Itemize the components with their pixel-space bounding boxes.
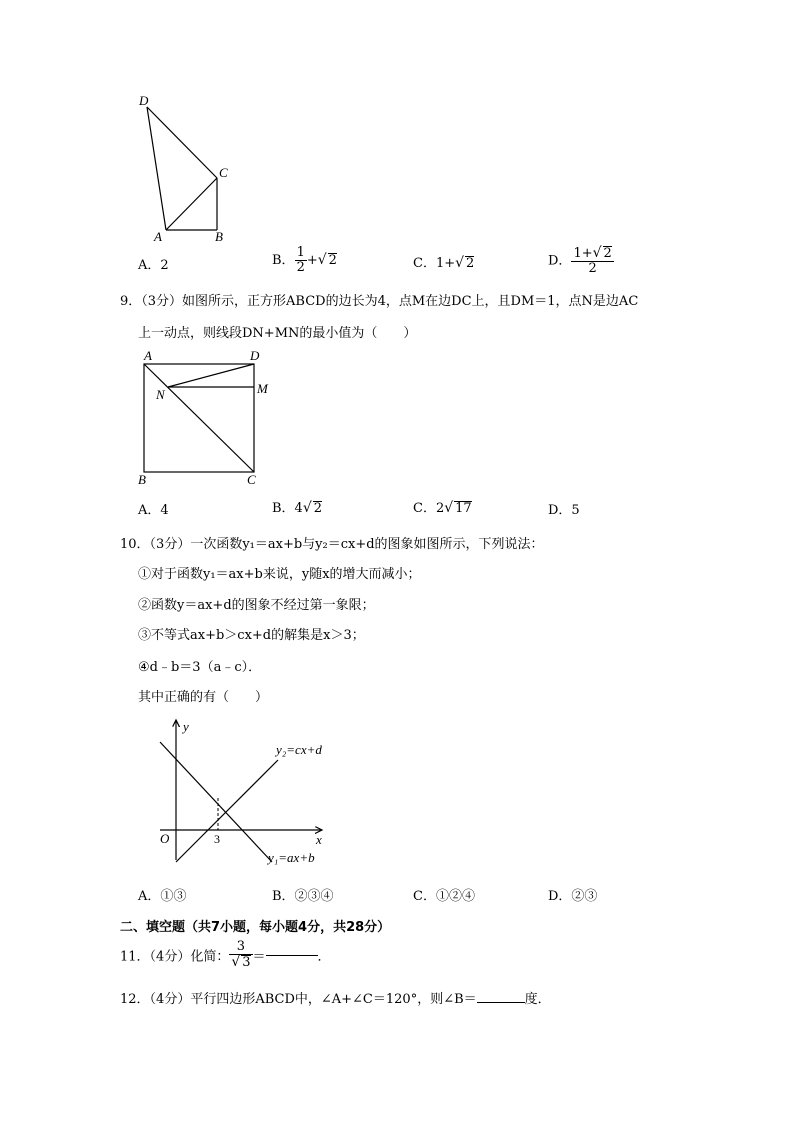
sqrt-icon: √ (317, 252, 327, 268)
q10-option-b: B．②③④ (272, 889, 334, 904)
equals-sign: ＝ (252, 949, 266, 965)
vertex-b-label: B (138, 472, 146, 487)
q11-fraction (229, 940, 252, 970)
q10-statement-2: ②函数y＝ax+d的图象不经过第一象限； (138, 598, 375, 613)
section-title-fill-in: 二、填空题（共7小题，每小题4分，共28分） (120, 920, 391, 935)
q10-statement-4: ④d﹣b＝3（a﹣c）． (138, 660, 262, 675)
radicand: 3 (242, 955, 251, 970)
line-y1-label: y₁=ax+b (268, 850, 315, 865)
segment-nd (168, 364, 254, 387)
y-axis-label: y (183, 719, 189, 734)
sqrt-icon: √ (302, 500, 312, 516)
q12-text: 12．（4分）平行四边形ABCD中，∠A+∠C＝120°，则∠B＝ (120, 992, 477, 1007)
line-y2-label: y₂=cx+d (276, 742, 322, 757)
q8-option-d (548, 246, 614, 276)
q9-option-c (413, 497, 472, 516)
q8-option-c (413, 252, 474, 271)
q11 (120, 940, 331, 970)
q10-statement-1: ①对于函数y₁＝ax+b来说，y随x的增大而减小； (138, 567, 421, 582)
q8-option-b-fraction (295, 246, 307, 275)
vertex-c-label: C (247, 472, 256, 487)
radicand: 17 (455, 501, 472, 516)
q8-option-a: A．2 (138, 258, 169, 273)
figure-q8 (130, 90, 240, 245)
q11-end: ． (317, 949, 331, 965)
fraction-denominator: 2 (588, 261, 597, 276)
vertex-c-label: C (219, 165, 228, 180)
q10-option-c: C．①②④ (413, 889, 475, 904)
numerator-prefix: 1+ (573, 246, 593, 261)
q12 (120, 988, 551, 1007)
q10-question: 其中正确的有（ ） (138, 690, 269, 705)
plus-sign: + (306, 253, 318, 268)
q8-option-d-prefix: D． (548, 253, 572, 269)
sqrt-icon: √ (592, 245, 602, 261)
q10-stem: 10．（3分）一次函数y₁＝ax+b与y₂＝cx+d的图象如图所示，下列说法： (120, 537, 544, 552)
q9-option-d: D．5 (548, 503, 580, 518)
sqrt-icon: √ (231, 954, 241, 970)
diagonal-ac (144, 364, 254, 472)
vertex-d-label: D (250, 348, 260, 363)
fraction-numerator: 1 (296, 245, 305, 260)
fraction-numerator: 3 (229, 940, 252, 955)
q10-statement-3: ③不等式ax+b＞cx+d的解集是x＞3； (138, 628, 365, 643)
radicand: 2 (603, 246, 612, 261)
figure-q9 (136, 346, 276, 491)
q9-option-b (272, 497, 322, 516)
vertex-b-label: B (215, 229, 223, 244)
vertex-d-label: D (139, 93, 149, 108)
sqrt-icon: √ (444, 500, 454, 516)
sqrt-icon: √ (455, 255, 465, 271)
q12-end: 度． (524, 992, 551, 1007)
vertex-a-label: A (154, 229, 162, 244)
segment-da (147, 107, 166, 230)
answer-blank[interactable] (477, 990, 525, 1003)
fraction-denominator (229, 955, 252, 970)
vertex-a-label: A (144, 348, 152, 363)
origin-label: O (160, 831, 170, 846)
q8-option-d-fraction (571, 246, 613, 276)
segment-dc (147, 107, 217, 178)
q9-stem-line2: 上一动点，则线段DN+MN的最小值为（ ） (138, 326, 417, 341)
tick-3-label: 3 (214, 832, 220, 846)
radicand: 2 (328, 253, 337, 268)
x-axis-label: x (316, 832, 322, 847)
point-m-label: M (257, 381, 268, 396)
segment-ac (166, 178, 217, 230)
radicand: 2 (313, 501, 323, 516)
radicand: 2 (466, 256, 475, 271)
q10-option-a: A．①③ (138, 889, 187, 904)
figure-q10 (150, 712, 340, 870)
q9-option-c-prefix: C．2 (413, 501, 445, 516)
q9-stem-line1: 9．（3分）如图所示，正方形ABCD的边长为4，点M在边DC上，且DM＝1，点N是边AC (120, 294, 639, 309)
answer-blank[interactable] (266, 955, 318, 956)
q11-prefix: 11．（4分）化简： (120, 949, 230, 965)
fraction-numerator (571, 246, 613, 262)
q9-option-b-prefix: B．4 (272, 501, 303, 516)
q9-option-a: A．4 (138, 503, 169, 518)
q10-option-d: D．②③ (548, 889, 598, 904)
q8-option-c-prefix: C．1+ (413, 256, 456, 271)
q8-option-b (272, 246, 337, 275)
fraction-denominator: 2 (296, 260, 305, 275)
q8-option-b-prefix: B． (272, 253, 295, 268)
point-n-label: N (156, 387, 165, 402)
